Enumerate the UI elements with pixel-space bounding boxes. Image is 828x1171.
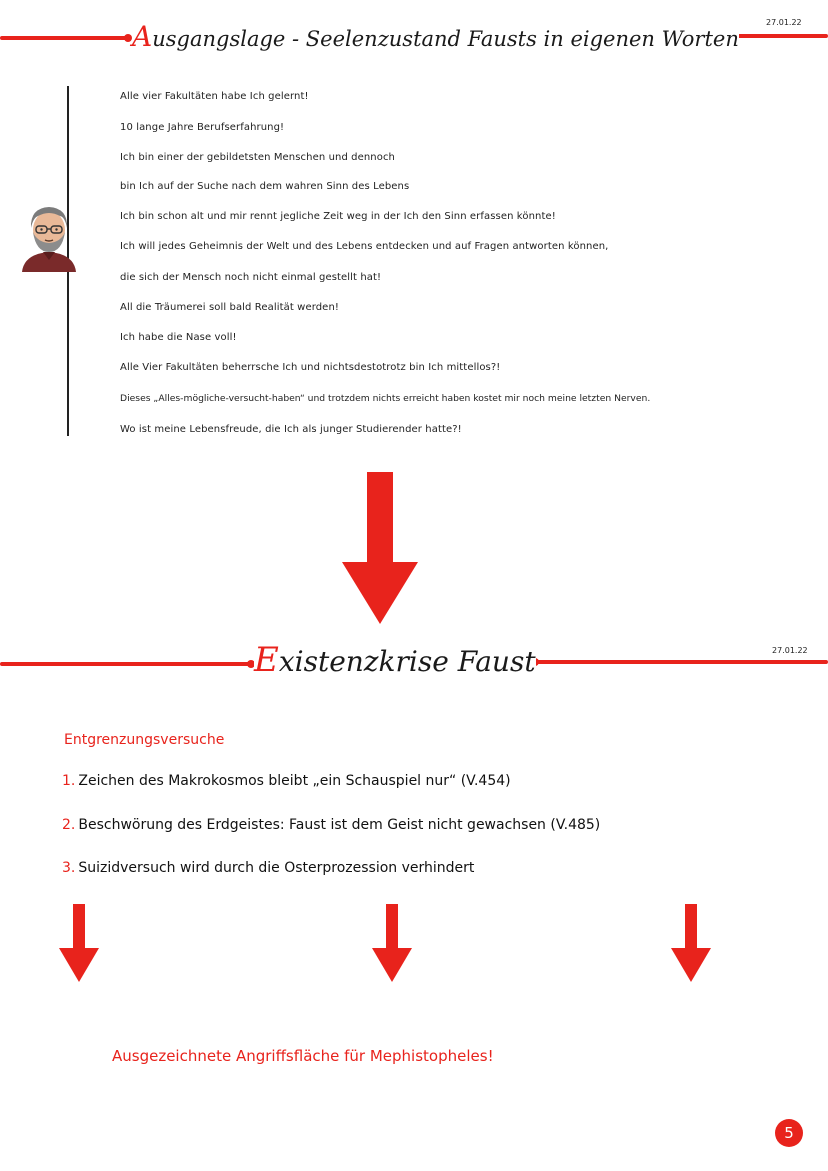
header-rule-left xyxy=(0,36,130,40)
speech-line: Dieses „Alles-mögliche-versucht-haben“ und trotzdem nichts erreicht haben kostet mir noch meine letzten Nerven. xyxy=(120,393,651,404)
speech-line: Alle Vier Fakultäten beherrsche Ich und nichtsdestotrotz bin Ich mittellos?! xyxy=(120,362,501,373)
arrow-down-icon xyxy=(670,904,712,982)
speech-line: Alle vier Fakultäten habe Ich gelernt! xyxy=(120,91,309,102)
section1-title: Ausgangslage - Seelenzustand Fausts in eigenen Worten xyxy=(132,20,739,53)
arrow-down-icon xyxy=(371,904,413,982)
arrow-down-icon xyxy=(58,904,100,982)
conclusion-text: Ausgezeichnete Angriffsfläche für Mephistopheles! xyxy=(112,1047,494,1065)
speech-line: All die Träumerei soll bald Realität werden! xyxy=(120,302,339,313)
list-item: 3. Suizidversuch wird durch die Osterprozession verhindert xyxy=(62,860,475,876)
speech-line: Ich habe die Nase voll! xyxy=(120,332,237,343)
list-item: 2. Beschwörung des Erdgeistes: Faust ist dem Geist nicht gewachsen (V.485) xyxy=(62,817,601,833)
page-number-badge: 5 xyxy=(775,1119,803,1147)
section2-subtitle: Entgrenzungsversuche xyxy=(64,732,225,748)
section1-date: 27.01.22 xyxy=(766,18,802,27)
header-rule-left xyxy=(0,662,252,666)
section2-date: 27.01.22 xyxy=(772,646,808,655)
header-rule-right xyxy=(536,660,828,664)
speech-line: Ich will jedes Geheimnis der Welt und des Lebens entdecken und auf Fragen antworten können, xyxy=(120,241,609,252)
faust-avatar-icon xyxy=(16,202,82,272)
arrow-down-icon xyxy=(340,472,420,624)
header-rule-dot xyxy=(124,34,132,42)
speech-line: Ich bin einer der gebildetsten Menschen und dennoch xyxy=(120,152,395,163)
speech-line: die sich der Mensch noch nicht einmal gestellt hat! xyxy=(120,272,382,283)
speech-line: bin Ich auf der Suche nach dem wahren Sinn des Lebens xyxy=(120,181,410,192)
speech-line: Wo ist meine Lebensfreude, die Ich als junger Studierender hatte?! xyxy=(120,424,462,435)
speech-line: Ich bin schon alt und mir rennt jegliche Zeit weg in der Ich den Sinn erfassen könnte! xyxy=(120,211,556,222)
section2-title: Existenzkrise Faust xyxy=(254,640,536,680)
speech-line: 10 lange Jahre Berufserfahrung! xyxy=(120,122,285,133)
list-item: 1. Zeichen des Makrokosmos bleibt „ein Schauspiel nur“ (V.454) xyxy=(62,773,511,789)
